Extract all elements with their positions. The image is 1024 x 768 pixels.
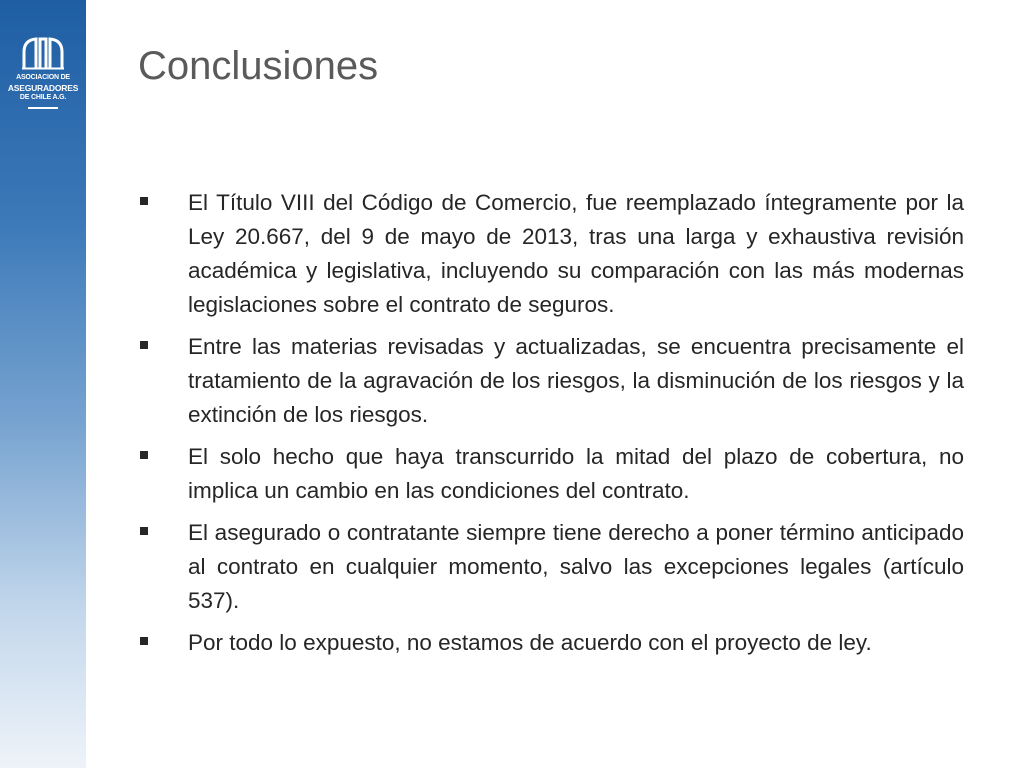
logo-arches-icon — [20, 36, 66, 70]
sidebar-band — [0, 0, 86, 768]
slide-title: Conclusiones — [138, 44, 379, 88]
bullet-text: Entre las materias revisadas y actualizadas, se encuentra precisamente el tratamiento de la agravación de los riesgos, la disminución de los riesgos y la extinción de los riesgos. — [188, 334, 964, 427]
association-logo — [0, 36, 86, 109]
bullet-item — [138, 626, 964, 660]
bullet-item — [138, 440, 964, 508]
logo-text-line2: ASEGURADORES — [7, 83, 79, 93]
square-bullet-icon — [140, 197, 148, 205]
logo-text-line3: DE CHILE A.G. — [19, 94, 67, 101]
square-bullet-icon — [140, 451, 148, 459]
bullet-list — [138, 186, 964, 668]
square-bullet-icon — [140, 637, 148, 645]
square-bullet-icon — [140, 341, 148, 349]
bullet-item — [138, 516, 964, 618]
logo-text-line1: ASOCIACION DE — [16, 74, 70, 81]
square-bullet-icon — [140, 527, 148, 535]
bullet-item — [138, 330, 964, 432]
bullet-text: El asegurado o contratante siempre tiene derecho a poner término anticipado al contrato en cualquier momento, salvo las excepciones legales (artículo 537). — [188, 520, 964, 613]
bullet-text: El solo hecho que haya transcurrido la mitad del plazo de cobertura, no implica un cambio en las condiciones del contrato. — [188, 444, 964, 503]
bullet-item — [138, 186, 964, 322]
logo-underline — [28, 107, 58, 109]
bullet-text: Por todo lo expuesto, no estamos de acuerdo con el proyecto de ley. — [188, 630, 872, 655]
bullet-text: El Título VIII del Código de Comercio, fue reemplazado íntegramente por la Ley 20.667, del 9 de mayo de 2013, tras una larga y exhaustiva revisión académica y legislativa, incluyendo su comparación con las más modernas legislaciones sobre el contrato de seguros. — [188, 190, 964, 317]
